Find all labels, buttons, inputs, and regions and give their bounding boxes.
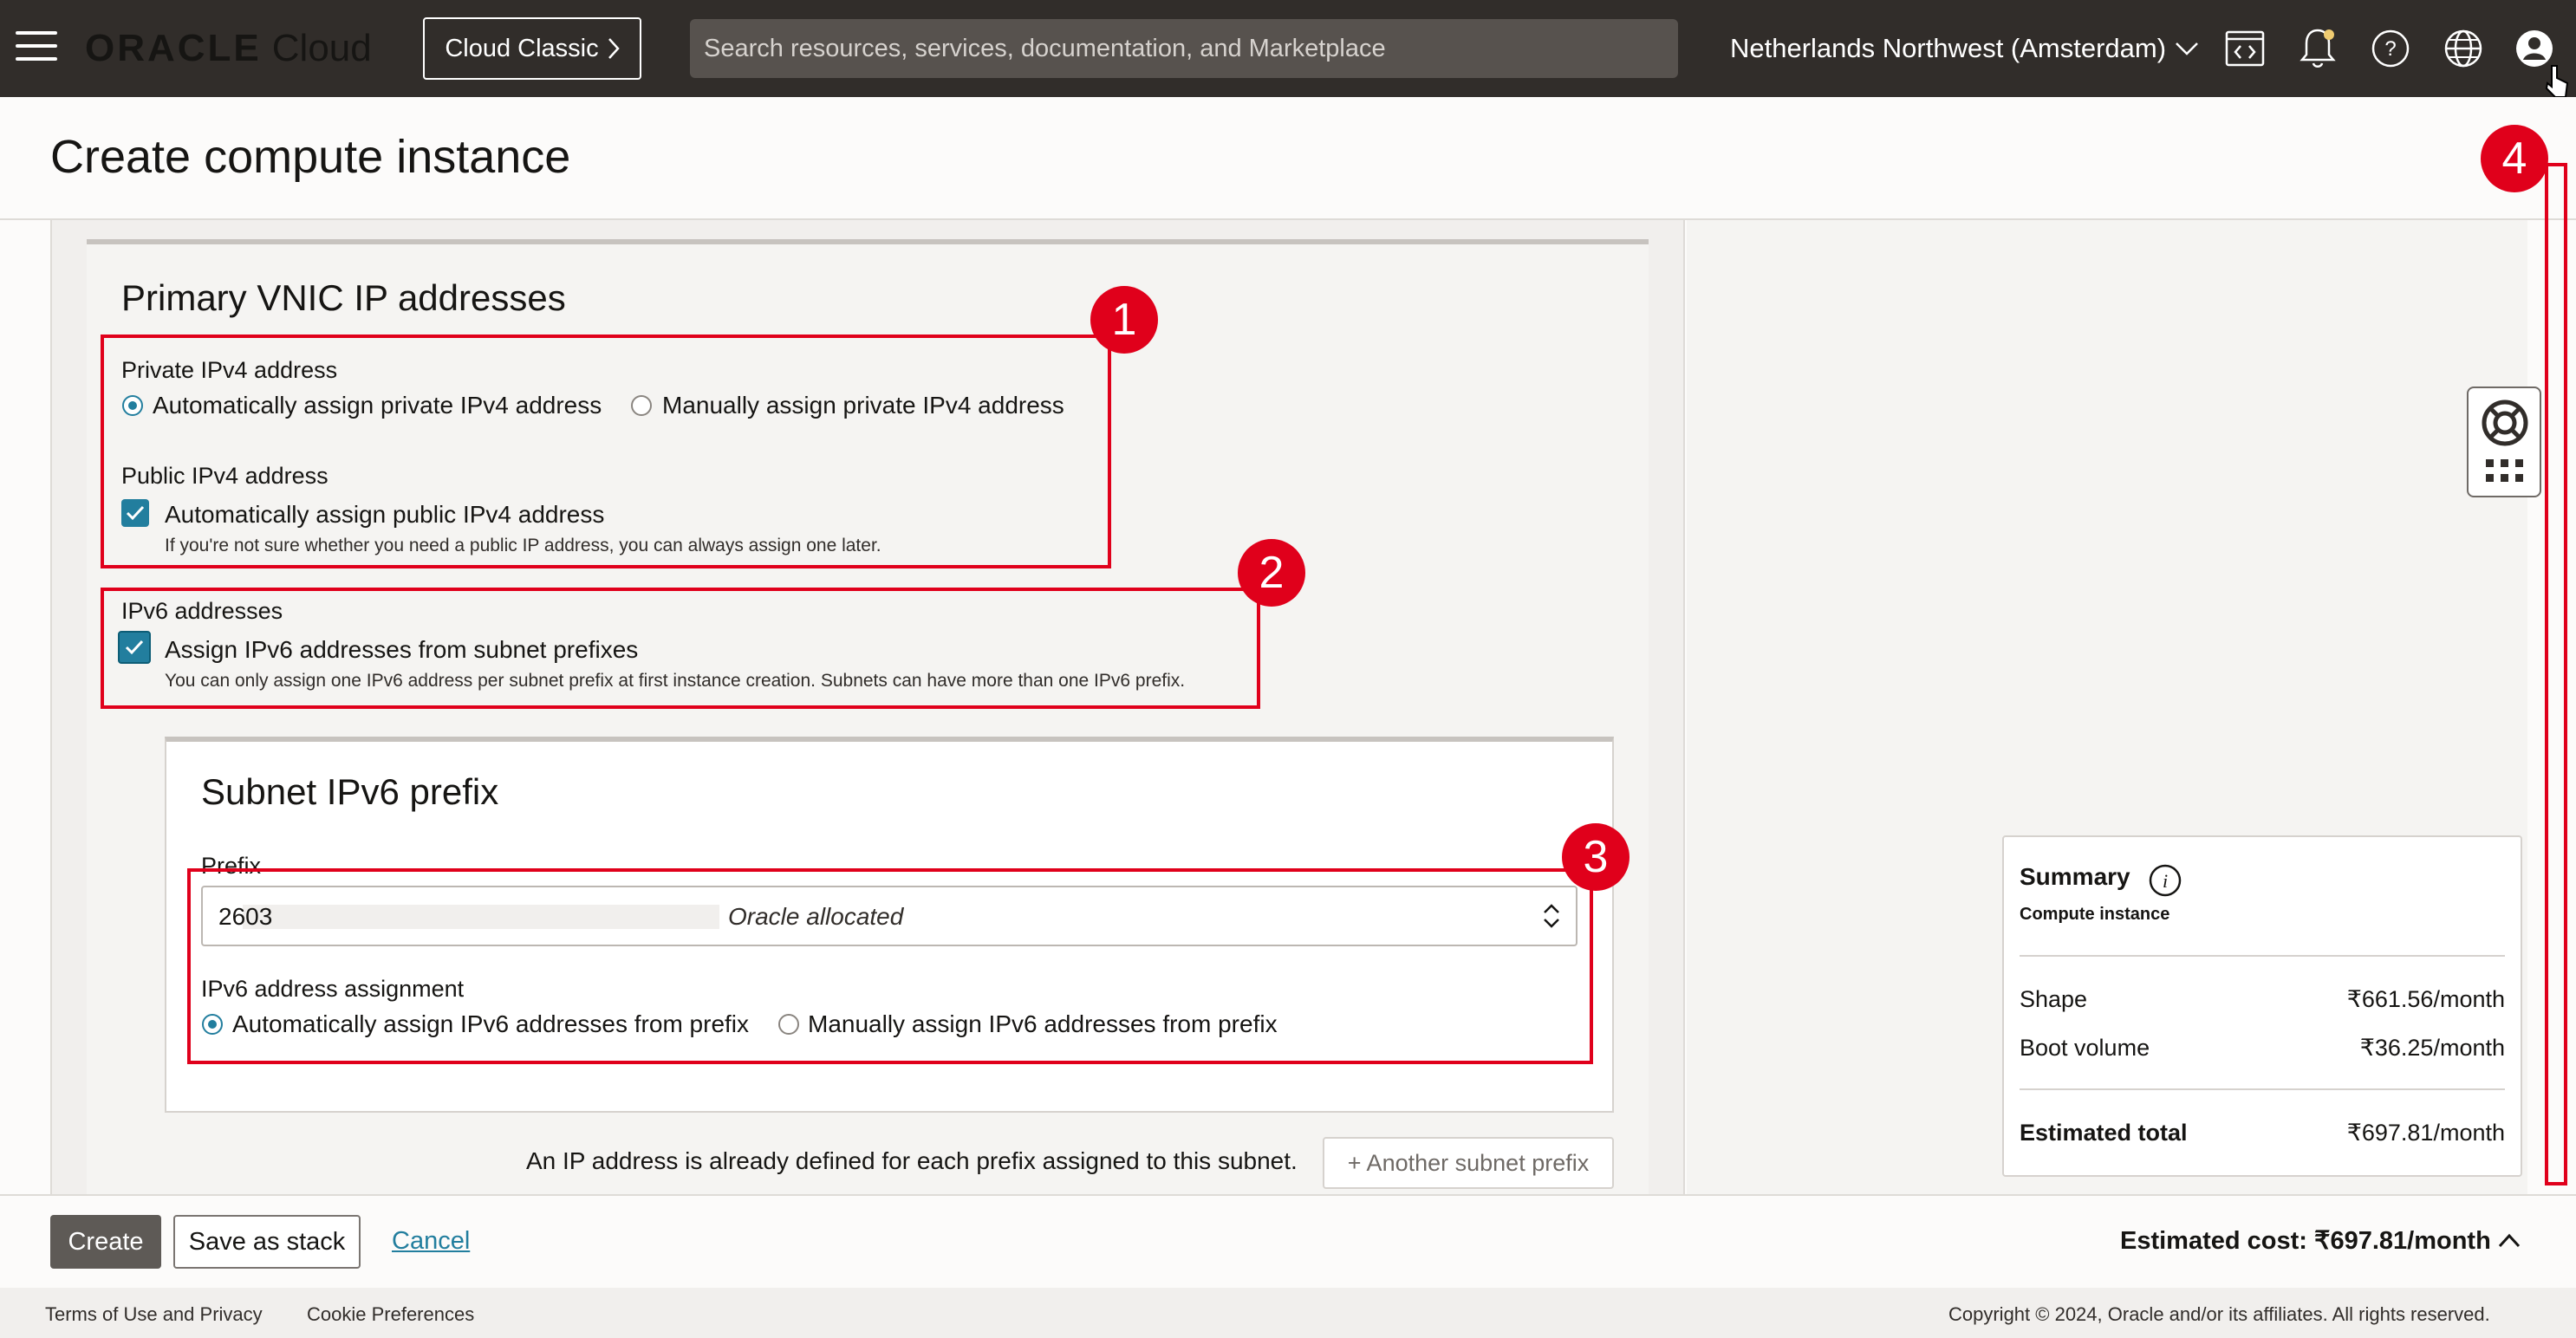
chevron-up-icon: [2498, 1233, 2521, 1249]
ipv6-manual-label[interactable]: Manually assign IPv6 addresses from prefix: [808, 1010, 1278, 1037]
annotation-badge-3: 3: [1562, 823, 1630, 891]
summary-divider: [2020, 955, 2505, 957]
cancel-link[interactable]: Cancel: [392, 1227, 471, 1255]
search-input[interactable]: [690, 19, 1678, 78]
info-icon[interactable]: [2148, 863, 2182, 902]
chevron-down-icon: [2175, 41, 2199, 56]
ipv6-auto-label[interactable]: Automatically assign IPv6 addresses from prefix: [232, 1010, 750, 1037]
prefix-value: 2603: [218, 903, 273, 930]
ipv6-assign-label[interactable]: Assign IPv6 addresses from subnet prefixes: [165, 636, 639, 663]
ipv6-help-text: You can only assign one IPv6 address per subnet prefix at first instance creation. Subnets can have more than one IPv6 prefix.: [165, 671, 1186, 691]
lifebuoy-icon: [2481, 399, 2529, 447]
estimated-cost-toggle[interactable]: [2120, 1225, 2521, 1256]
chevron-right-icon: [608, 37, 620, 60]
annotation-box-1: [101, 334, 1111, 568]
apps-grid-icon: [2486, 459, 2524, 484]
region-selector[interactable]: [1730, 28, 2199, 69]
annotation-badge-4: 4: [2481, 125, 2548, 192]
summary-row-value: ₹661.56/month: [2346, 986, 2505, 1012]
another-subnet-prefix-button[interactable]: + Another subnet prefix: [1323, 1137, 1614, 1189]
summary-divider: [2020, 1088, 2505, 1090]
ipv6-assignment-label: IPv6 address assignment: [201, 976, 465, 1002]
summary-title: Summary: [2020, 863, 2130, 890]
help-widget[interactable]: [2467, 386, 2541, 497]
save-as-stack-button[interactable]: Save as stack: [173, 1215, 361, 1269]
summary-subtitle: Compute instance: [2020, 905, 2170, 924]
annotation-box-4: [2545, 163, 2567, 1185]
code-editor-icon[interactable]: [2219, 23, 2271, 75]
cookie-preferences-link[interactable]: Cookie Preferences: [307, 1303, 475, 1325]
summary-row-label: Shape: [2020, 986, 2088, 1012]
public-ipv4-label: Public IPv4 address: [121, 463, 329, 489]
public-auto-label[interactable]: Automatically assign public IPv4 address: [165, 501, 605, 528]
subnet-prefix-title: Subnet IPv6 prefix: [201, 771, 499, 812]
annotation-box-3: [187, 868, 1593, 1064]
annotation-badge-2: 2: [1238, 539, 1305, 607]
prefix-suffix: Oracle allocated: [728, 903, 904, 930]
estimated-cost-text: Estimated cost: ₹697.81/month: [2120, 1227, 2491, 1255]
prefix-label: Prefix: [201, 853, 262, 879]
private-manual-label[interactable]: Manually assign private IPv4 address: [662, 392, 1064, 419]
notifications-bell-icon[interactable]: [2292, 23, 2344, 75]
cloud-classic-button[interactable]: [423, 17, 641, 80]
annotation-badge-1: 1: [1090, 286, 1158, 354]
summary-row-value: ₹36.25/month: [2359, 1035, 2505, 1061]
hamburger-menu-icon[interactable]: [16, 31, 57, 64]
summary-total-label: Estimated total: [2020, 1120, 2188, 1146]
annotation-box-2: [101, 588, 1260, 709]
region-label: Netherlands Northwest (Amsterdam): [1730, 33, 2167, 63]
create-button[interactable]: Create: [50, 1215, 161, 1269]
brand-main: ORACLE: [85, 27, 262, 69]
summary-row-label: Boot volume: [2020, 1035, 2150, 1061]
private-ipv4-label: Private IPv4 address: [121, 357, 338, 383]
oracle-cloud-logo[interactable]: [85, 23, 372, 75]
page-title: Create compute instance: [50, 131, 571, 183]
search-placeholder: Search resources, services, documentation, and Marketplace: [704, 34, 1386, 62]
public-help-text: If you're not sure whether you need a public IP address, you can always assign one later.: [165, 536, 881, 555]
terms-link[interactable]: Terms of Use and Privacy: [45, 1303, 263, 1325]
private-auto-label[interactable]: Automatically assign private IPv4 address: [153, 392, 602, 419]
ipv6-addresses-label: IPv6 addresses: [121, 598, 283, 624]
copyright-text: Copyright © 2024, Oracle and/or its affiliates. All rights reserved.: [1948, 1303, 2490, 1325]
brand-sub: Cloud: [271, 27, 372, 69]
section-title: Primary VNIC IP addresses: [121, 277, 566, 318]
svg-text:?: ?: [2384, 37, 2397, 61]
subnet-note-text: An IP address is already defined for each prefix assigned to this subnet.: [526, 1147, 1298, 1174]
summary-total-value: ₹697.81/month: [2346, 1120, 2505, 1146]
svg-text:i: i: [2162, 870, 2169, 892]
cloud-classic-label: Cloud Classic: [445, 34, 599, 62]
language-globe-icon[interactable]: [2437, 23, 2489, 75]
help-question-icon[interactable]: [2365, 23, 2417, 75]
